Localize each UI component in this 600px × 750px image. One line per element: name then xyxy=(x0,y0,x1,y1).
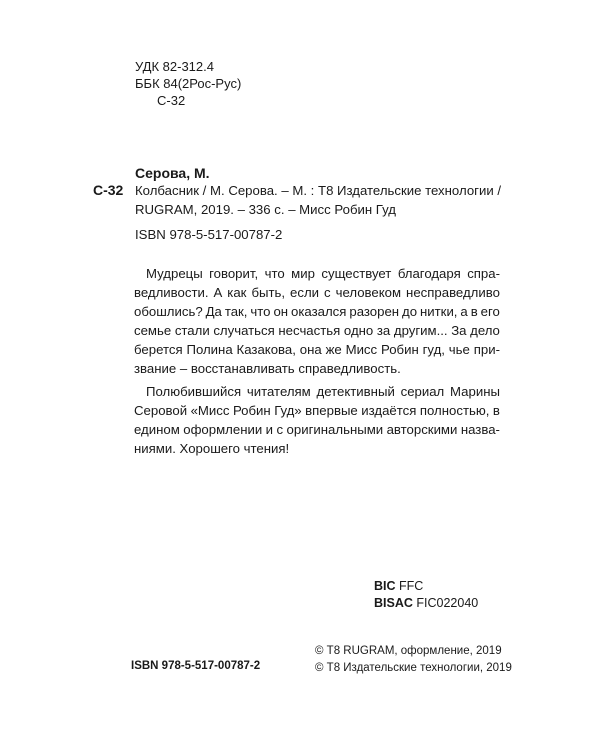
annotation-paragraph-2 xyxy=(134,382,500,458)
author-sign-code: С-32 xyxy=(157,93,186,108)
bic-row xyxy=(374,578,478,595)
udk-code: УДК 82-312.4 xyxy=(135,59,214,74)
copyright-block xyxy=(315,643,512,677)
annotation-line: Мудрецы говорит, что мир существует благодаря спра- xyxy=(146,266,500,281)
annotation-line: Серовой «Мисс Робин Гуд» впервые издаётся полностью, в xyxy=(134,403,500,418)
biblio-line-2: RUGRAM, 2019. – 336 с. – Мисс Робин Гуд xyxy=(135,202,396,217)
annotation-line: ниями. Хорошего чтения! xyxy=(134,441,290,456)
annotation-line: семье стали случаться несчастья одно за другим... За дело xyxy=(134,323,500,338)
author-name: Серова, М. xyxy=(135,165,210,181)
subject-codes xyxy=(374,578,478,612)
annotation xyxy=(134,264,500,458)
bisac-label: BISAC xyxy=(374,596,413,610)
bic-value: FFC xyxy=(399,579,424,593)
annotation-paragraph-1 xyxy=(134,264,500,378)
annotation-line: берется Полина Казакова, она же Мисс Робин гуд, чье при- xyxy=(134,342,500,357)
bisac-row xyxy=(374,595,478,612)
bisac-value: FIC022040 xyxy=(416,596,479,610)
annotation-line: едином оформлении и с оригинальными авторскими назва- xyxy=(134,422,500,437)
copyright-line-2: © Т8 Издательские технологии, 2019 xyxy=(315,662,512,674)
annotation-line: обошлись? Да так, что он оказался разорен до нитки, а в его xyxy=(134,304,500,319)
bbk-code: ББК 84(2Рос-Рус) xyxy=(135,76,242,91)
bibliographic-description xyxy=(135,181,501,219)
annotation-line: Полюбившийся читателям детективный сериал Марины xyxy=(146,384,500,399)
classification-block xyxy=(135,58,241,109)
copyright-line-1: © Т8 RUGRAM, оформление, 2019 xyxy=(315,645,502,657)
entry-code: С-32 xyxy=(93,182,124,198)
entry-isbn: ISBN 978-5-517-00787-2 xyxy=(135,227,283,242)
bic-label: BIC xyxy=(374,579,396,593)
biblio-line-1: Колбасник / М. Серова. – М. : Т8 Издательские технологии / xyxy=(135,183,502,198)
annotation-line: ведливости. А как быть, если с человеком несправедливо xyxy=(134,285,500,300)
annotation-line: звание – восстанавливать справедливость. xyxy=(134,361,401,376)
footer-isbn: ISBN 978-5-517-00787-2 xyxy=(131,660,261,672)
